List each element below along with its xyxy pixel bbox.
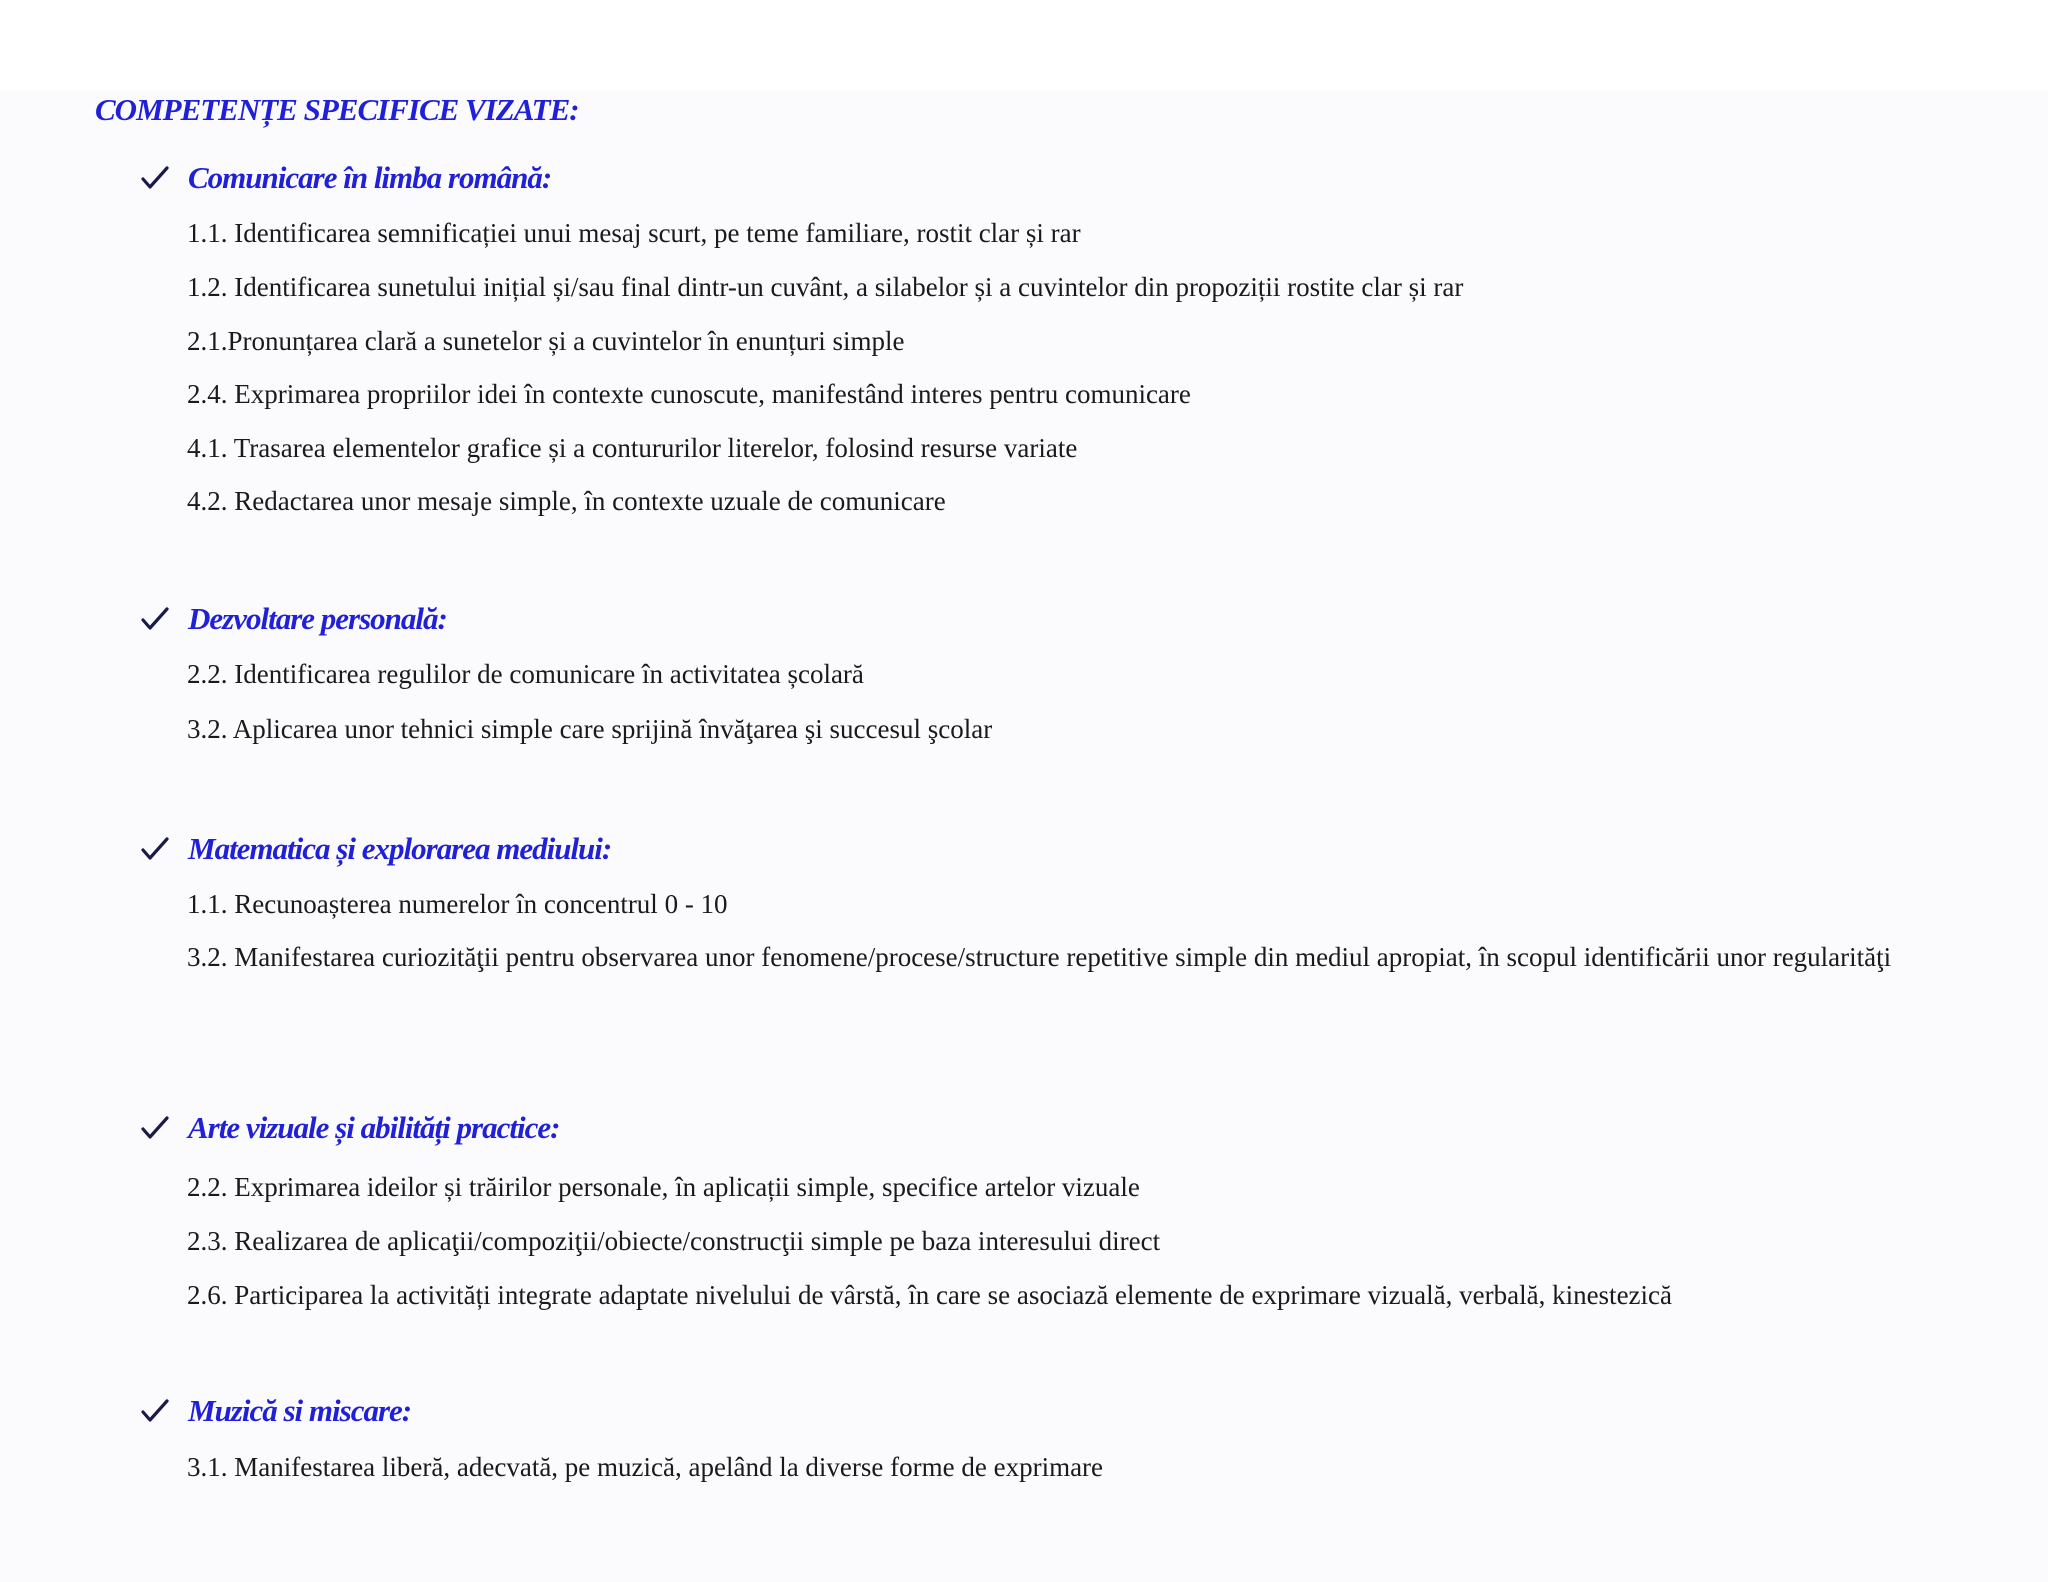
checkmark-icon	[140, 605, 170, 633]
list-item: 4.1. Trasarea elementelor grafice și a contururilor literelor, folosind resurse variate	[187, 433, 1078, 463]
checkmark-icon	[140, 1114, 170, 1142]
list-item: 3.2. Manifestarea curiozităţii pentru observarea unor fenomene/procese/structure repetitive simple din mediul apropiat, în scopul identificării unor regularităţi	[187, 942, 1892, 972]
section-label: Dezvoltare personală:	[188, 601, 447, 636]
section-title	[140, 827, 611, 871]
section-label: Comunicare în limba română:	[188, 160, 552, 195]
page-heading: COMPETENȚE SPECIFICE VIZATE:	[95, 92, 579, 127]
list-item: 2.4. Exprimarea propriilor idei în contexte cunoscute, manifestând interes pentru comunicare	[187, 379, 1191, 409]
list-item: 1.1. Recunoașterea numerelor în concentrul 0 - 10	[187, 889, 728, 919]
list-item: 2.1.Pronunțarea clară a sunetelor și a cuvintelor în enunțuri simple	[187, 326, 905, 356]
section-title	[140, 1389, 411, 1433]
list-item: 1.1. Identificarea semnificației unui mesaj scurt, pe teme familiare, rostit clar și rar	[187, 218, 1081, 248]
list-item: 2.3. Realizarea de aplicaţii/compoziţii/obiecte/construcţii simple pe baza interesului direct	[187, 1226, 1161, 1256]
section-title	[140, 156, 551, 200]
list-item: 4.2. Redactarea unor mesaje simple, în contexte uzuale de comunicare	[187, 486, 946, 516]
section-label: Muzică si miscare:	[188, 1393, 412, 1428]
section-title	[140, 597, 447, 641]
list-item: 2.2. Identificarea regulilor de comunicare în activitatea școlară	[187, 659, 864, 689]
list-item: 3.2. Aplicarea unor tehnici simple care sprijină învăţarea şi succesul şcolar	[187, 714, 993, 744]
checkmark-icon	[140, 1397, 170, 1425]
section-label: Matematica și explorarea mediului:	[188, 831, 612, 866]
list-item: 2.2. Exprimarea ideilor și trăirilor personale, în aplicații simple, specifice artelor vizuale	[187, 1172, 1140, 1202]
section-label: Arte vizuale și abilități practice:	[188, 1110, 560, 1145]
list-item: 1.2. Identificarea sunetului inițial și/sau final dintr-un cuvânt, a silabelor și a cuvintelor din propoziții rostite clar și rar	[187, 272, 1464, 302]
section-title	[140, 1106, 559, 1150]
list-item: 2.6. Participarea la activități integrate adaptate nivelului de vârstă, în care se asociază elemente de exprimare vizuală, verbală, kinestezică	[187, 1280, 1672, 1310]
checkmark-icon	[140, 164, 170, 192]
checkmark-icon	[140, 835, 170, 863]
list-item: 3.1. Manifestarea liberă, adecvată, pe muzică, apelând la diverse forme de exprimare	[187, 1452, 1104, 1482]
